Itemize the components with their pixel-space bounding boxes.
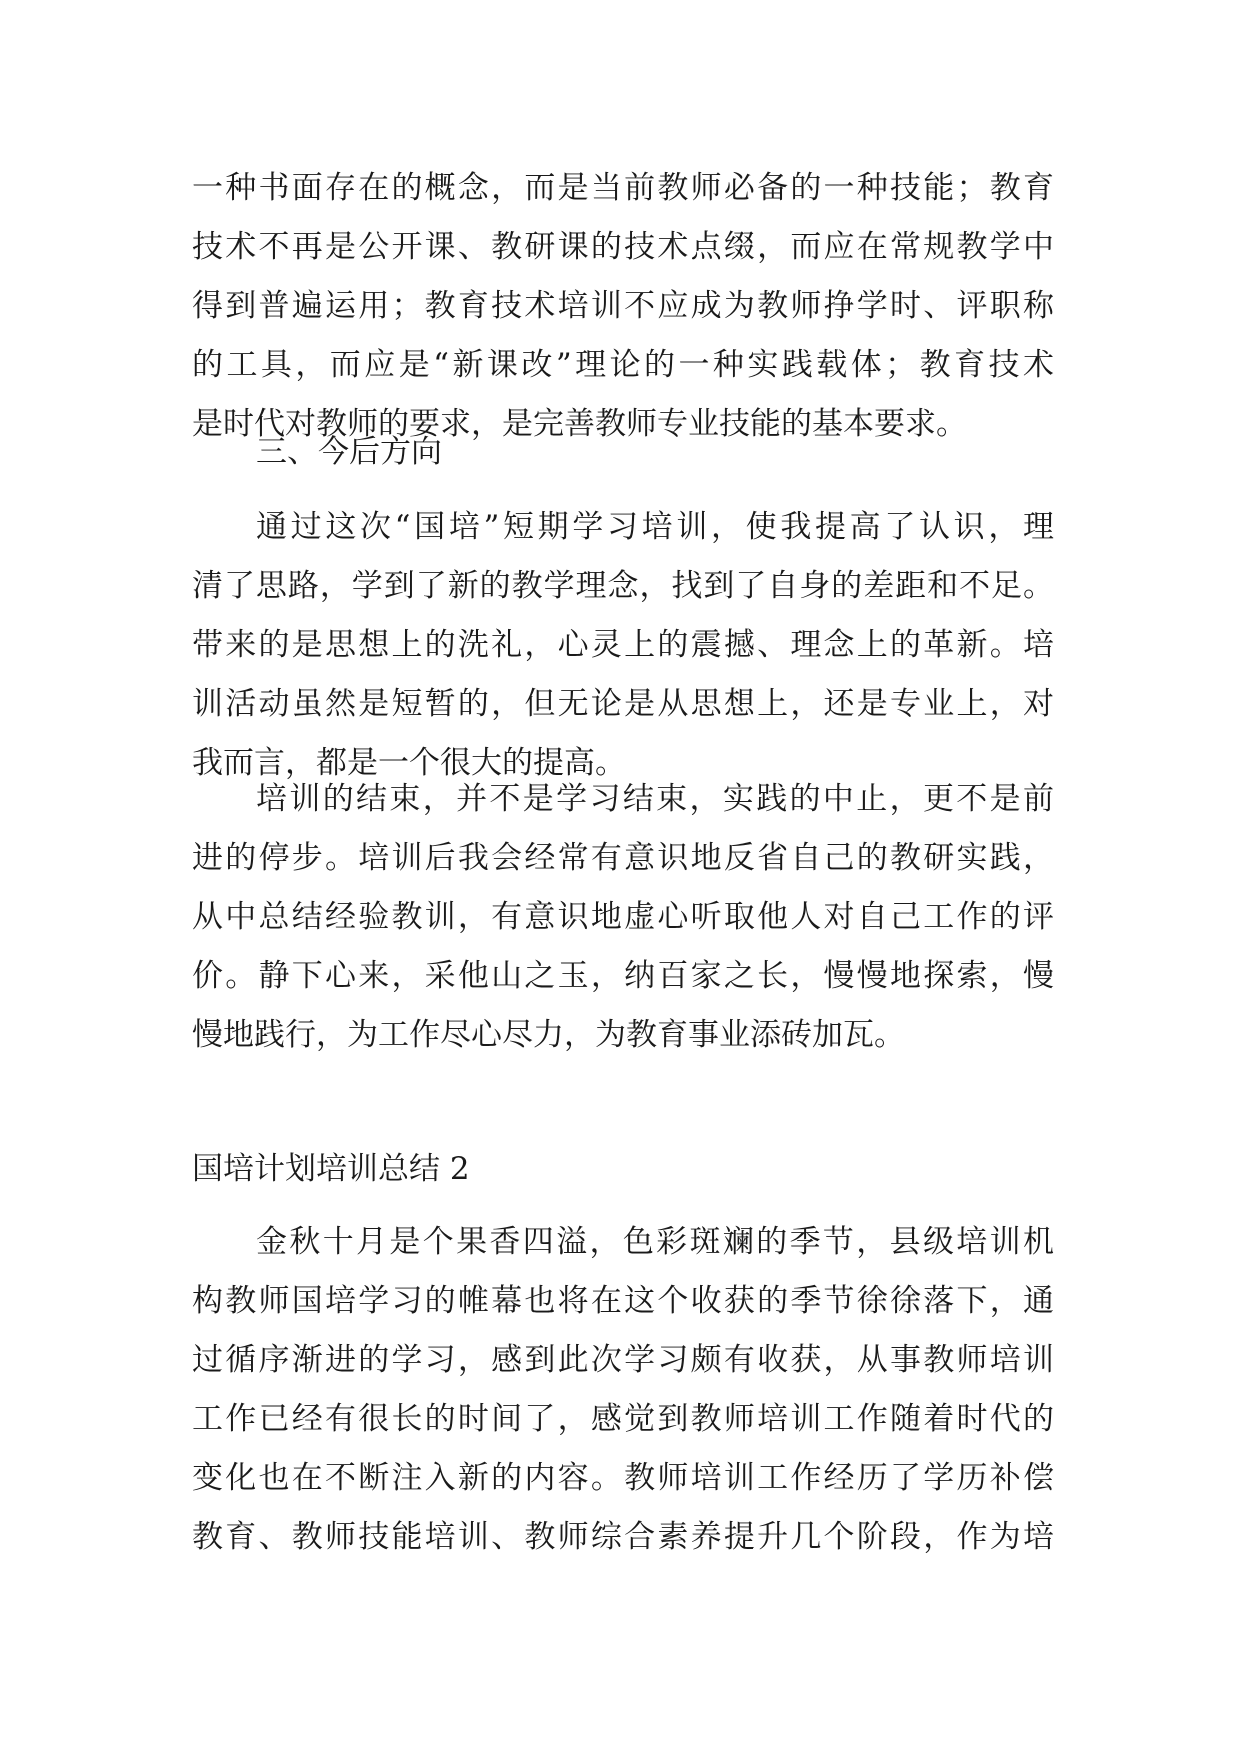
- paragraph-line: 一种书面存在的概念，而是当前教师必备的一种技能；教育: [192, 170, 1054, 206]
- section-heading-block: [192, 423, 1054, 482]
- paragraph-line: 的工具，而应是“新课改”理论的一种实践载体；教育技术: [192, 347, 1054, 383]
- article-title: 国培计划培训总结 2: [192, 1151, 470, 1187]
- paragraph-line: 训活动虽然是短暂的，但无论是从思想上，还是专业上，对: [192, 686, 1054, 722]
- article-title-block: [192, 1140, 1054, 1199]
- paragraph-line: 清了思路，学到了新的教学理念，找到了自身的差距和不足。: [192, 568, 1054, 604]
- paragraph-line: 过循序渐进的学习，感到此次学习颇有收获，从事教师培训: [192, 1342, 1054, 1378]
- paragraph-line: 价。静下心来，采他山之玉，纳百家之长，慢慢地探索，慢: [192, 958, 1054, 994]
- paragraph-autumn: [192, 1213, 1054, 1567]
- paragraph-line: 进的停步。培训后我会经常有意识地反省自己的教研实践，: [192, 840, 1054, 876]
- paragraph-continuation: [192, 159, 1054, 454]
- paragraph-line: 得到普遍运用；教育技术培训不应成为教师挣学时、评职称: [192, 288, 1054, 324]
- paragraph-line: 带来的是思想上的洗礼，心灵上的震撼、理念上的革新。培: [192, 627, 1054, 663]
- paragraph-line: 通过这次“国培”短期学习培训，使我提高了认识，理: [256, 509, 1054, 545]
- paragraph-line: 是时代对教师的要求，是完善教师专业技能的基本要求。: [192, 406, 967, 442]
- paragraph-practice: [192, 770, 1054, 1065]
- paragraph-line: 培训的结束，并不是学习结束，实践的中止，更不是前: [256, 781, 1054, 817]
- paragraph-line: 慢地践行，为工作尽心尽力，为教育事业添砖加瓦。: [192, 1017, 905, 1053]
- section-heading: 三、今后方向: [256, 434, 442, 470]
- paragraph-line: 我而言，都是一个很大的提高。: [192, 745, 626, 781]
- paragraph-direction: [192, 498, 1054, 793]
- paragraph-line: 从中总结经验教训，有意识地虚心听取他人对自己工作的评: [192, 899, 1054, 935]
- paragraph-line: 技术不再是公开课、教研课的技术点缀，而应在常规教学中: [192, 229, 1054, 265]
- paragraph-line: 工作已经有很长的时间了，感觉到教师培训工作随着时代的: [192, 1401, 1054, 1437]
- paragraph-line: 教育、教师技能培训、教师综合素养提升几个阶段，作为培: [192, 1519, 1054, 1555]
- paragraph-line: 构教师国培学习的帷幕也将在这个收获的季节徐徐落下，通: [192, 1283, 1054, 1319]
- paragraph-line: 金秋十月是个果香四溢，色彩斑斓的季节，县级培训机: [256, 1224, 1054, 1260]
- paragraph-line: 变化也在不断注入新的内容。教师培训工作经历了学历补偿: [192, 1460, 1054, 1496]
